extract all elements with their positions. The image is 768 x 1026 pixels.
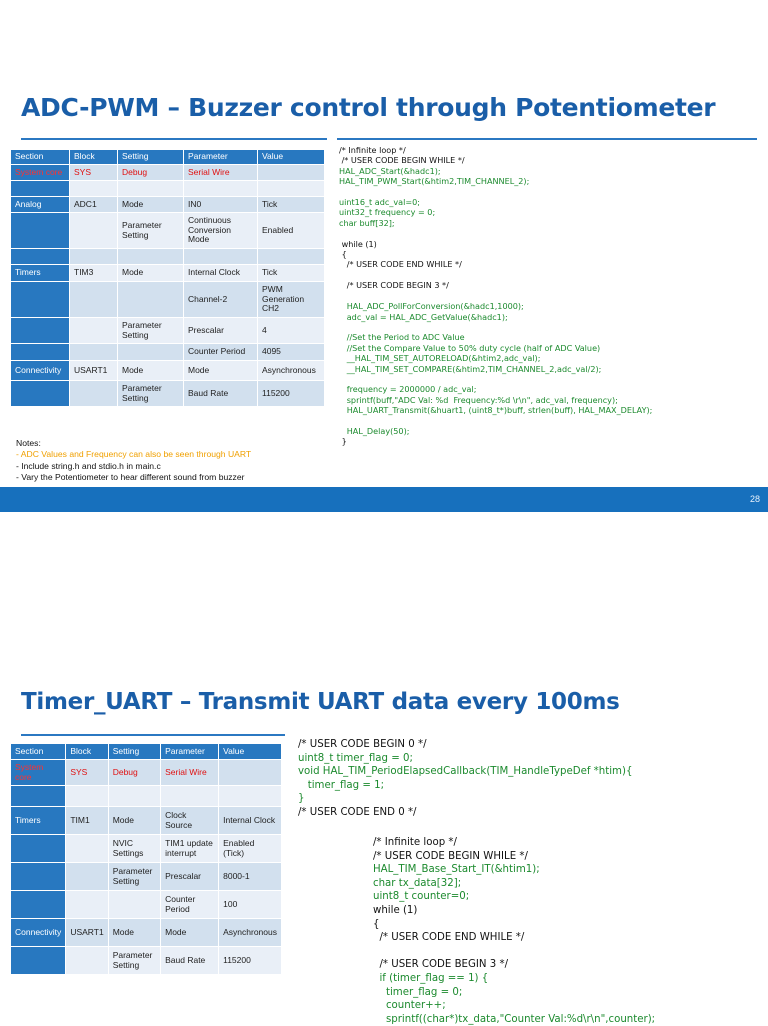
table-cell — [66, 786, 107, 806]
section-cell: Connectivity — [11, 919, 65, 946]
table-row — [11, 249, 324, 264]
table-cell — [70, 282, 117, 317]
table-row — [11, 318, 324, 343]
code-line: HAL_TIM_PWM_Start(&htim2,TIM_CHANNEL_2); — [339, 176, 530, 187]
table-cell — [70, 318, 117, 343]
title-underline-right — [337, 138, 757, 140]
column-header: Setting — [118, 150, 183, 164]
section-cell — [11, 786, 65, 806]
column-header: Block — [66, 744, 107, 759]
code-line: HAL_ADC_PollForConversion(&hadc1,1000); — [339, 301, 524, 312]
code-line: /* Infinite loop */ — [339, 145, 406, 155]
table-row — [11, 344, 324, 360]
table-cell: Mode — [109, 807, 160, 834]
code-line: uint8_t counter=0; — [373, 891, 470, 903]
table-cell: TIM1 update interrupt — [161, 835, 218, 862]
section-cell — [11, 181, 69, 196]
table-cell — [109, 786, 160, 806]
code-line: /* USER CODE END WHILE */ — [339, 259, 462, 270]
section-cell — [11, 282, 69, 317]
code-line — [339, 228, 652, 238]
footer-bar — [0, 487, 768, 513]
title-underline — [21, 138, 327, 140]
code-line — [339, 374, 652, 384]
table-cell — [70, 181, 117, 196]
table-cell — [184, 181, 257, 196]
table-header-row — [11, 150, 324, 164]
title-underline — [21, 734, 285, 736]
section-cell — [11, 213, 69, 248]
code-line: void HAL_TIM_PeriodElapsedCallback(TIM_HandleTypeDef *htim){ — [298, 766, 633, 778]
column-header: Value — [219, 744, 281, 759]
slide-title: Timer_UART – Transmit UART data every 100ms — [21, 689, 620, 715]
table-cell — [219, 786, 281, 806]
code-block — [339, 145, 652, 447]
code-line: timer_flag = 0; — [373, 986, 463, 998]
code-line: uint32_t frequency = 0; — [339, 207, 436, 218]
table-cell: Prescalar — [161, 863, 218, 890]
table-row — [11, 165, 324, 180]
code-line: __HAL_TIM_SET_AUTORELOAD(&htim2,adc_val); — [339, 353, 541, 364]
table-cell: 115200 — [219, 947, 281, 974]
code-line: uint16_t adc_val=0; — [339, 197, 421, 208]
code-line: //Set the Compare Value to 50% duty cycle (half of ADC Value) — [339, 342, 601, 353]
table-cell: USART1 — [66, 919, 107, 946]
table-cell: IN0 — [184, 197, 257, 212]
table-cell: Parameter Setting — [109, 947, 160, 974]
code-line: HAL_ADC_Start(&hadc1); — [339, 165, 441, 176]
section-cell — [11, 318, 69, 343]
column-header: Section — [11, 744, 65, 759]
table-cell — [258, 249, 324, 264]
table-cell: 4095 — [258, 344, 324, 360]
table-cell: TIM1 — [66, 807, 107, 834]
table-cell: Baud Rate — [184, 381, 257, 406]
table-cell: Counter Period — [161, 891, 218, 918]
code-line: } — [298, 793, 305, 805]
code-line: HAL_UART_Transmit(&huart1, (uint8_t*)buff, strlen(buff), HAL_MAX_DELAY); — [339, 405, 653, 416]
code-line: HAL_TIM_Base_Start_IT(&htim1); — [373, 864, 540, 876]
code-line: uint8_t timer_flag = 0; — [298, 752, 413, 764]
table-row — [11, 213, 324, 248]
table-cell: Serial Wire — [184, 165, 257, 180]
code-line — [339, 291, 652, 301]
table-cell: Enabled — [258, 213, 324, 248]
code-line: { — [373, 918, 380, 930]
code-line: frequency = 2000000 / adc_val; — [339, 384, 477, 395]
slide-timer-uart — [0, 512, 768, 1024]
code-line: /* USER CODE BEGIN 3 */ — [373, 959, 508, 971]
table-cell: Parameter Setting — [118, 381, 183, 406]
column-header: Value — [258, 150, 324, 164]
code-block-callback — [298, 738, 632, 820]
table-cell — [118, 344, 183, 360]
table-cell — [184, 249, 257, 264]
note-item: - Vary the Potentiometer to hear different sound from buzzer — [16, 471, 245, 482]
table-cell — [109, 891, 160, 918]
code-line: char tx_data[32]; — [373, 877, 462, 889]
table-cell: Internal Clock — [219, 807, 281, 834]
table-cell — [118, 282, 183, 317]
table-cell — [219, 760, 281, 785]
table-row — [11, 947, 281, 974]
notes-heading: Notes: — [16, 438, 41, 448]
section-cell — [11, 344, 69, 360]
table-cell: ADC1 — [70, 197, 117, 212]
code-line: timer_flag = 1; — [298, 779, 385, 791]
table-cell: Debug — [109, 760, 160, 785]
page-number: 28 — [749, 494, 760, 504]
slide-adc-pwm — [0, 0, 768, 512]
section-cell: Timers — [11, 265, 69, 281]
code-line: __HAL_TIM_SET_COMPARE(&htim2,TIM_CHANNEL_2,adc_val/2); — [339, 363, 602, 374]
table-row — [11, 282, 324, 317]
column-header: Setting — [109, 744, 160, 759]
column-header: Block — [70, 150, 117, 164]
code-line: /* USER CODE END 0 */ — [298, 806, 417, 818]
table-cell: SYS — [70, 165, 117, 180]
table-cell: NVIC Settings — [109, 835, 160, 862]
table-row — [11, 891, 281, 918]
table-cell — [70, 249, 117, 264]
table-cell: Mode — [118, 265, 183, 281]
table-row — [11, 181, 324, 196]
section-cell — [11, 381, 69, 406]
table-cell — [66, 863, 107, 890]
code-line: counter++; — [373, 1000, 446, 1012]
code-line — [339, 322, 652, 332]
table-row — [11, 197, 324, 212]
code-line: if (timer_flag == 1) { — [373, 972, 489, 984]
config-table — [10, 149, 325, 407]
table-cell: Mode — [161, 919, 218, 946]
table-cell: Mode — [184, 361, 257, 380]
column-header: Parameter — [161, 744, 218, 759]
code-line: //Set the Period to ADC Value — [339, 332, 465, 343]
section-cell — [11, 835, 65, 862]
table-cell: USART1 — [70, 361, 117, 380]
code-line — [339, 187, 652, 197]
table-row — [11, 381, 324, 406]
section-cell — [11, 863, 65, 890]
table-cell: Baud Rate — [161, 947, 218, 974]
table-cell: TIM3 — [70, 265, 117, 281]
table-header-row — [11, 744, 281, 759]
code-line: while (1) — [339, 238, 377, 249]
table-cell: 100 — [219, 891, 281, 918]
column-header: Parameter — [184, 150, 257, 164]
table-cell: Mode — [118, 197, 183, 212]
code-line: sprintf(buff,"ADC Val: %d Frequency:%d \r\n", adc_val, frequency); — [339, 394, 618, 405]
table-cell: Tick — [258, 197, 324, 212]
table-cell: Asynchronous — [219, 919, 281, 946]
slide-title: ADC-PWM – Buzzer control through Potentiometer — [21, 93, 716, 122]
section-cell — [11, 947, 65, 974]
code-line: { — [339, 249, 347, 260]
table-cell — [66, 835, 107, 862]
table-cell: 8000-1 — [219, 863, 281, 890]
code-line: adc_val = HAL_ADC_GetValue(&hadc1); — [339, 311, 508, 322]
table-cell — [70, 213, 117, 248]
code-line: /* Infinite loop */ — [373, 837, 457, 848]
note-item: - Include string.h and stdio.h in main.c — [16, 460, 161, 471]
table-cell: Mode — [109, 919, 160, 946]
section-cell: System core — [11, 165, 69, 180]
table-cell — [70, 344, 117, 360]
table-cell: 4 — [258, 318, 324, 343]
table-cell — [118, 181, 183, 196]
code-line: while (1) — [373, 904, 418, 916]
section-cell — [11, 891, 65, 918]
section-cell — [11, 249, 69, 264]
table-cell: Serial Wire — [161, 760, 218, 785]
code-line: sprintf((char*)tx_data,"Counter Val:%d\r\n",counter); — [373, 1013, 656, 1025]
table-row — [11, 760, 281, 785]
code-line: HAL_Delay(50); — [339, 425, 410, 436]
table-cell — [66, 891, 107, 918]
table-row — [11, 265, 324, 281]
table-cell — [66, 947, 107, 974]
table-cell — [70, 381, 117, 406]
table-row — [11, 807, 281, 834]
table-cell: Internal Clock — [184, 265, 257, 281]
table-cell: Debug — [118, 165, 183, 180]
code-line: /* USER CODE BEGIN WHILE */ — [373, 850, 528, 862]
table-cell: Prescalar — [184, 318, 257, 343]
table-cell — [258, 181, 324, 196]
code-line — [339, 270, 652, 280]
section-cell: Connectivity — [11, 361, 69, 380]
code-line: char buff[32]; — [339, 217, 395, 228]
table-cell: Continuous Conversion Mode — [184, 213, 257, 248]
table-cell: Tick — [258, 265, 324, 281]
code-line: /* USER CODE END WHILE */ — [373, 932, 525, 944]
table-cell: Asynchronous — [258, 361, 324, 380]
table-cell: Parameter Setting — [118, 213, 183, 248]
note-item: - ADC Values and Frequency can also be seen through UART — [16, 449, 252, 460]
table-cell: 115200 — [258, 381, 324, 406]
table-cell — [118, 249, 183, 264]
table-row — [11, 835, 281, 862]
code-line — [373, 945, 655, 959]
table-row — [11, 361, 324, 380]
code-line — [339, 416, 652, 426]
section-cell: System core — [11, 760, 65, 785]
code-line: /* USER CODE BEGIN WHILE */ — [339, 155, 465, 166]
table-row — [11, 919, 281, 946]
section-cell: Timers — [11, 807, 65, 834]
table-cell: Parameter Setting — [118, 318, 183, 343]
table-cell: PWM Generation CH2 — [258, 282, 324, 317]
config-table — [10, 743, 282, 975]
table-cell: Mode — [118, 361, 183, 380]
code-block-main — [373, 836, 655, 1026]
code-line: /* USER CODE BEGIN 0 */ — [298, 739, 427, 750]
column-header: Section — [11, 150, 69, 164]
table-row — [11, 786, 281, 806]
table-cell: Enabled (Tick) — [219, 835, 281, 862]
table-cell: Clock Source — [161, 807, 218, 834]
code-line: } — [339, 436, 347, 447]
notes — [16, 438, 251, 483]
table-cell: Parameter Setting — [109, 863, 160, 890]
table-cell: Channel-2 — [184, 282, 257, 317]
table-row — [11, 863, 281, 890]
section-cell: Analog — [11, 197, 69, 212]
table-cell: SYS — [66, 760, 107, 785]
table-cell — [258, 165, 324, 180]
table-cell: Counter Period — [184, 344, 257, 360]
table-cell — [161, 786, 218, 806]
code-line: /* USER CODE BEGIN 3 */ — [339, 280, 449, 291]
